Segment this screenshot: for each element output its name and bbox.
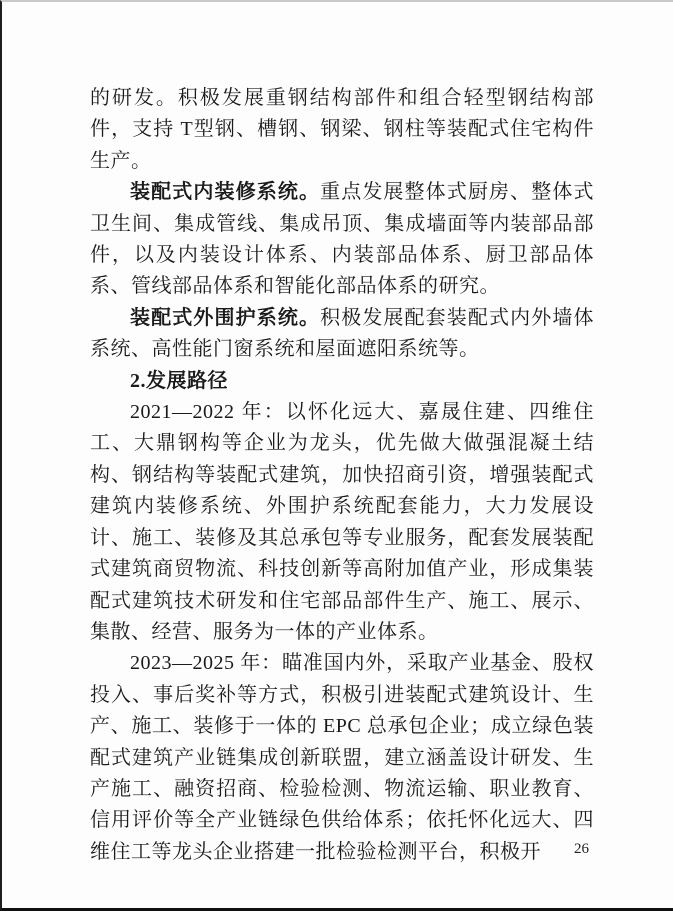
paragraph: 装配式内装修系统。重点发展整体式厨房、整体式卫生间、集成管线、集成吊顶、集成墙面等内装部品部件，以及内装设计体系、内装部品体系、厨卫部品体系、管线部品体系和智能化部品体系的研究。 xyxy=(90,181,595,298)
document-body xyxy=(90,83,594,868)
paragraph: 2021—2022 年：以怀化远大、嘉晟住建、四维住工、大鼎钢构等企业为龙头，优先做大做强混凝土结构、钢结构等装配式建筑，加快招商引资，增强装配式建筑内装修系统、外围护系统配套能力，大力发展设计、施工、装修及其总承包等专业服务，配套发展装配式建筑商贸物流、科技创新等高附加值产业，形成集装配式建筑技术研发和住宅部品部件生产、施工、展示、集散、经营、服务为一体的产业体系。 xyxy=(90,401,594,643)
paragraph: 的研发。积极发展重钢结构部件和组合轻型钢结构部件，支持 T型钢、槽钢、钢梁、钢柱等装配式住宅构件生产。 xyxy=(90,87,594,172)
paragraph-lead: 装配式外围护系统。 xyxy=(130,306,321,329)
paragraph: 装配式外围护系统。积极发展配套装配式内外墙体系统、高性能门窗系统和屋面遮阳系统等。 xyxy=(90,306,595,361)
page-number: 26 xyxy=(574,841,589,857)
paragraph: 2023—2025 年：瞄准国内外，采取产业基金、股权投入、事后奖补等方式，积极引进装配式建筑设计、生产、施工、装修于一体的 EPC 总承包企业；成立绿色装配式建筑产业链集成创新联盟，建立涵盖设计研发、生产施工、融资招商、检验检测、物流运输、职业教育、信用评价等全产业链绿色供给体系；依托怀化远大、四维住工等龙头企业搭建一批检验检测平台，积极开 xyxy=(90,652,594,863)
paragraph-lead: 装配式内装修系统。 xyxy=(130,181,321,204)
section-heading: 2.发展路径 xyxy=(130,369,228,392)
